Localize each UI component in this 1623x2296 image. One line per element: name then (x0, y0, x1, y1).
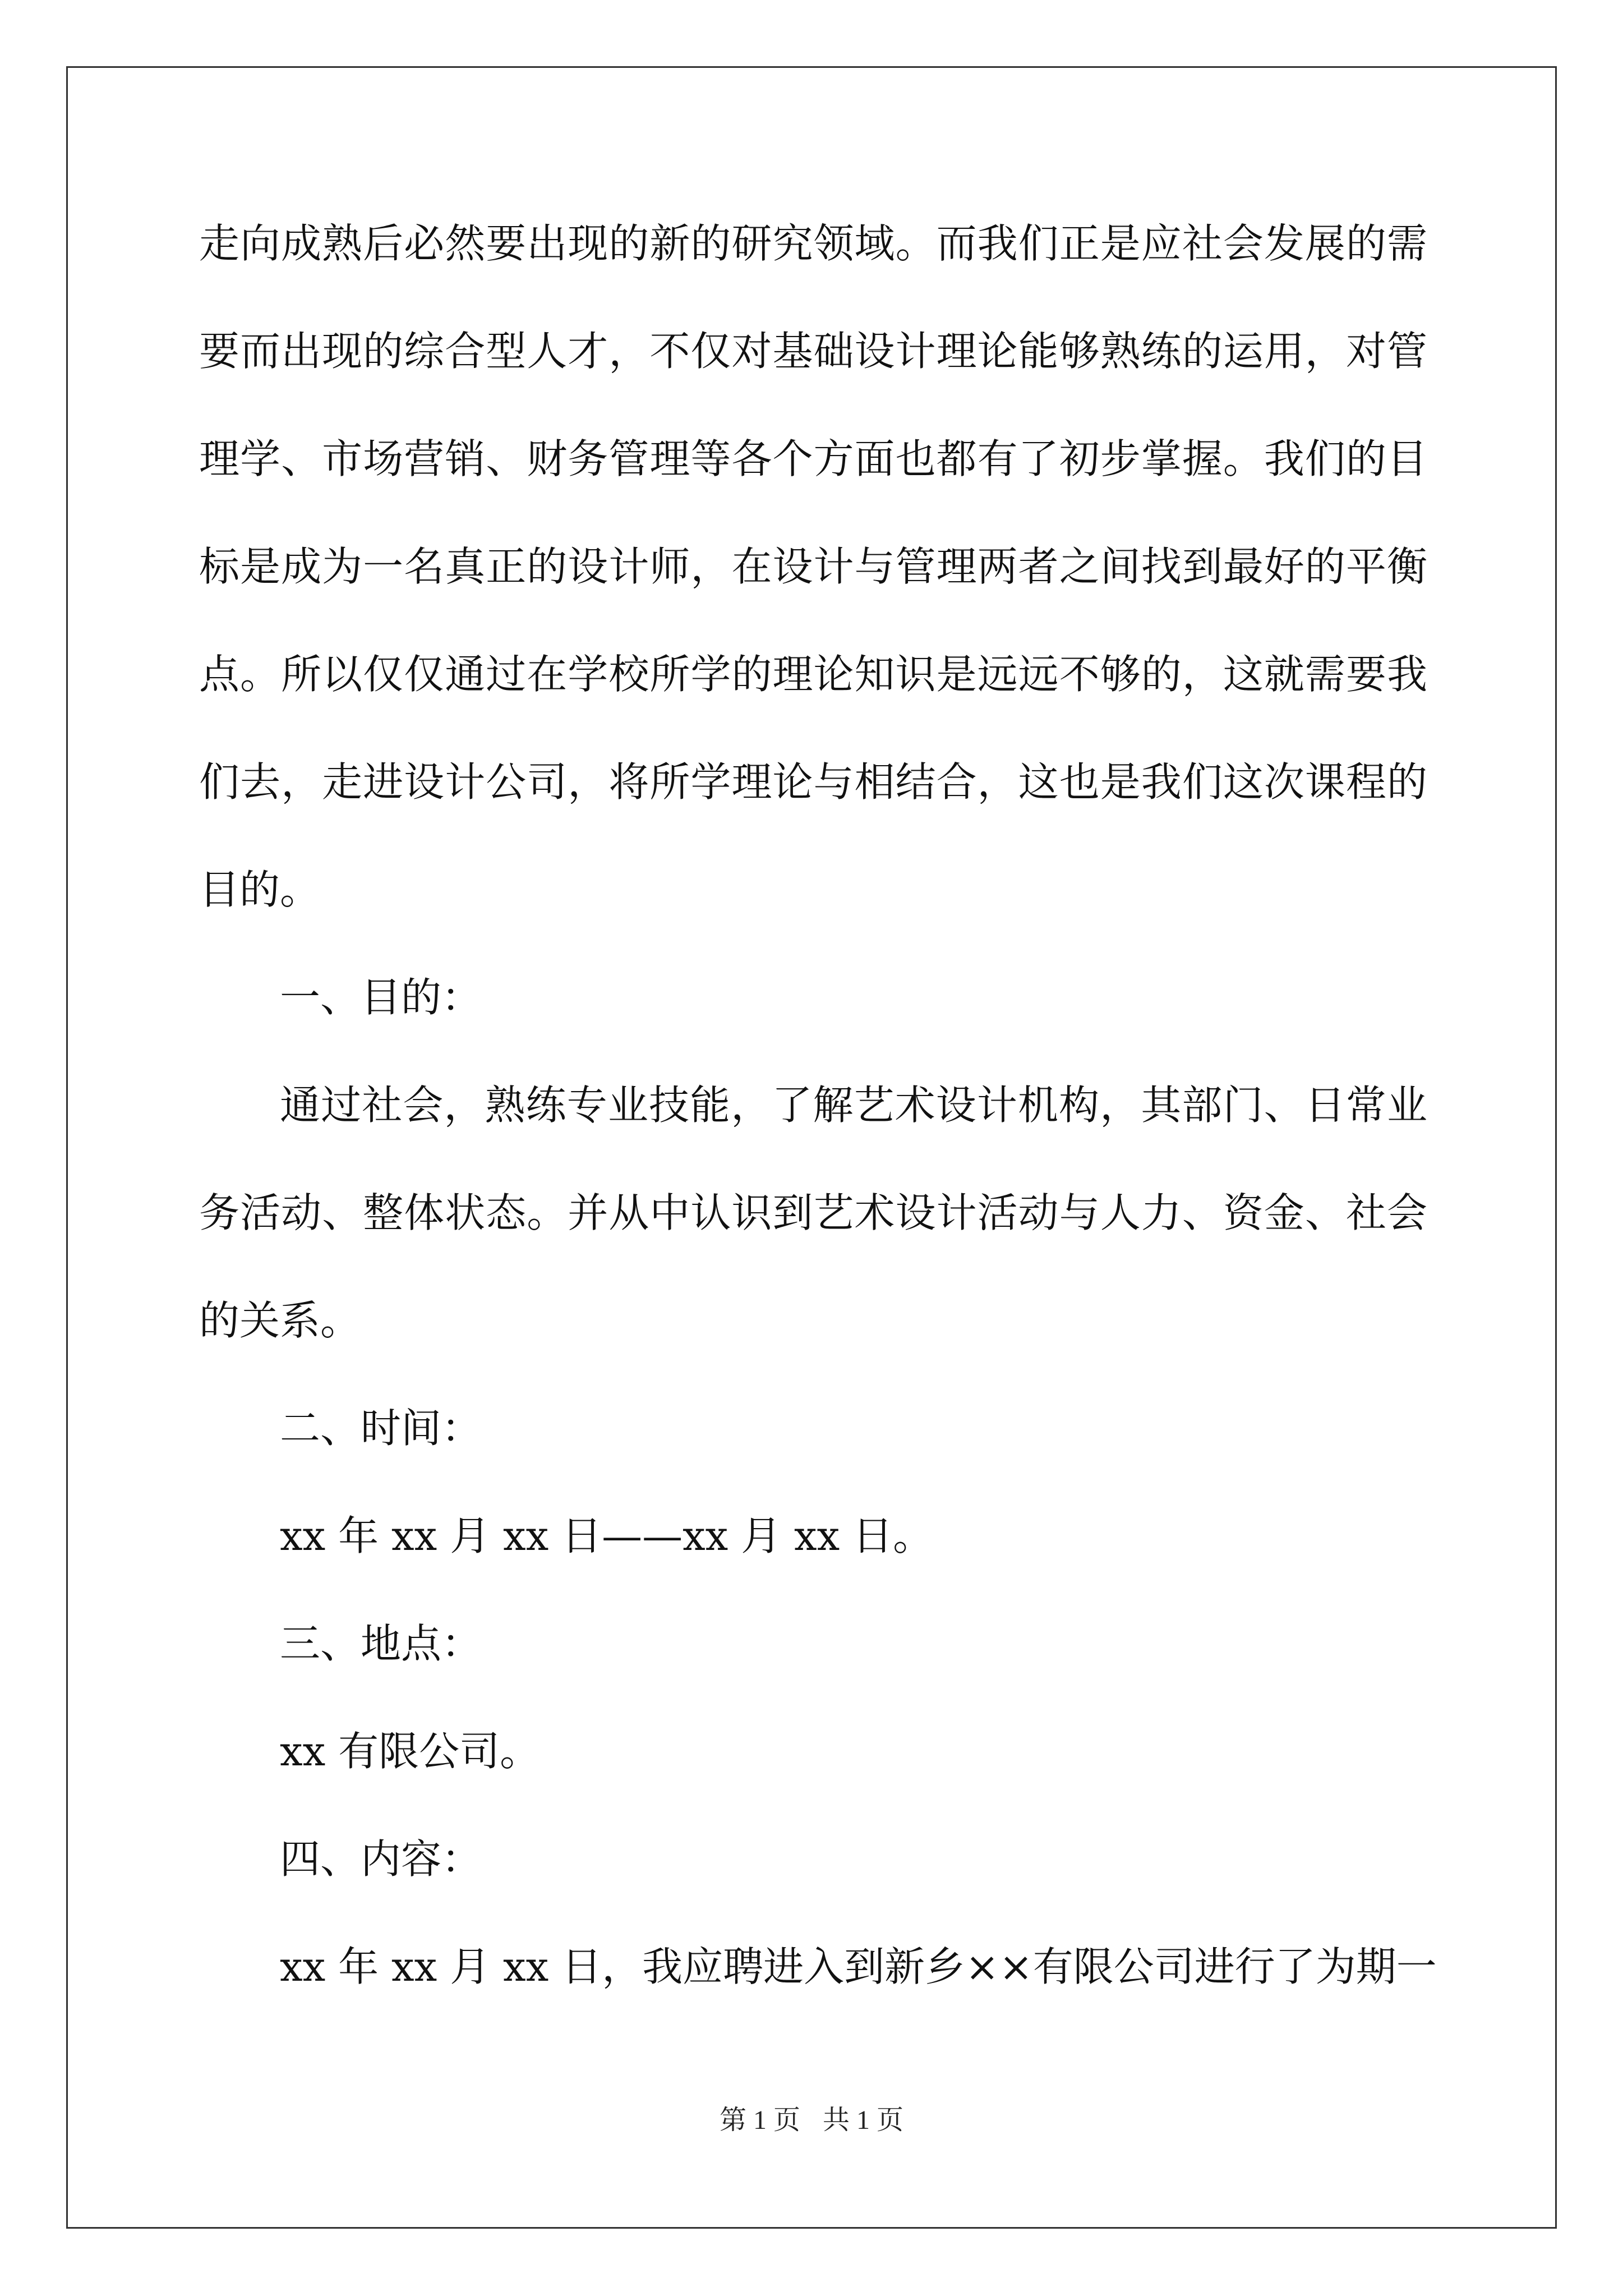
paragraph-line: 务活动、整体状态。并从中认识到艺术设计活动与人力、资金、社会 (199, 1189, 1427, 1236)
time-value: xx 年 xx 月 xx 日——xx 月 xx 日。 (280, 1512, 934, 1559)
section-heading-purpose: 一、目的： (280, 974, 482, 1021)
page-number: 第 1 页 (719, 2105, 800, 2135)
page-total: 共 1 页 (823, 2105, 904, 2135)
content-line: xx 年 xx 月 xx 日，我应聘进入到新乡××有限公司进行了为期一 (280, 1943, 1437, 1990)
section-heading-content: 四、内容： (280, 1835, 482, 1883)
paragraph-line: 目的。 (199, 866, 321, 913)
paragraph-line: 的关系。 (199, 1297, 361, 1344)
paragraph-line: 通过社会，熟练专业技能，了解艺术设计机构，其部门、日常业 (280, 1082, 1427, 1129)
paragraph-line: 标是成为一名真正的设计师，在设计与管理两者之间找到最好的平衡 (199, 543, 1427, 590)
paragraph-line: 们去，走进设计公司，将所学理论与相结合，这也是我们这次课程的 (199, 758, 1427, 806)
section-heading-location: 三、地点： (280, 1620, 482, 1667)
paragraph-line: 要而出现的综合型人才，不仅对基础设计理论能够熟练的运用，对管 (199, 328, 1427, 375)
paragraph-line: 走向成熟后必然要出现的新的研究领域。而我们正是应社会发展的需 (199, 220, 1427, 267)
location-value: xx 有限公司。 (280, 1728, 541, 1775)
section-heading-time: 二、时间： (280, 1405, 482, 1452)
paragraph-line: 点。所以仅仅通过在学校所学的理论知识是远远不够的，这就需要我 (199, 651, 1427, 698)
page-footer (0, 2098, 1623, 2137)
document-body (199, 210, 1437, 2041)
paragraph-line: 理学、市场营销、财务管理等各个方面也都有了初步掌握。我们的目 (199, 435, 1427, 482)
